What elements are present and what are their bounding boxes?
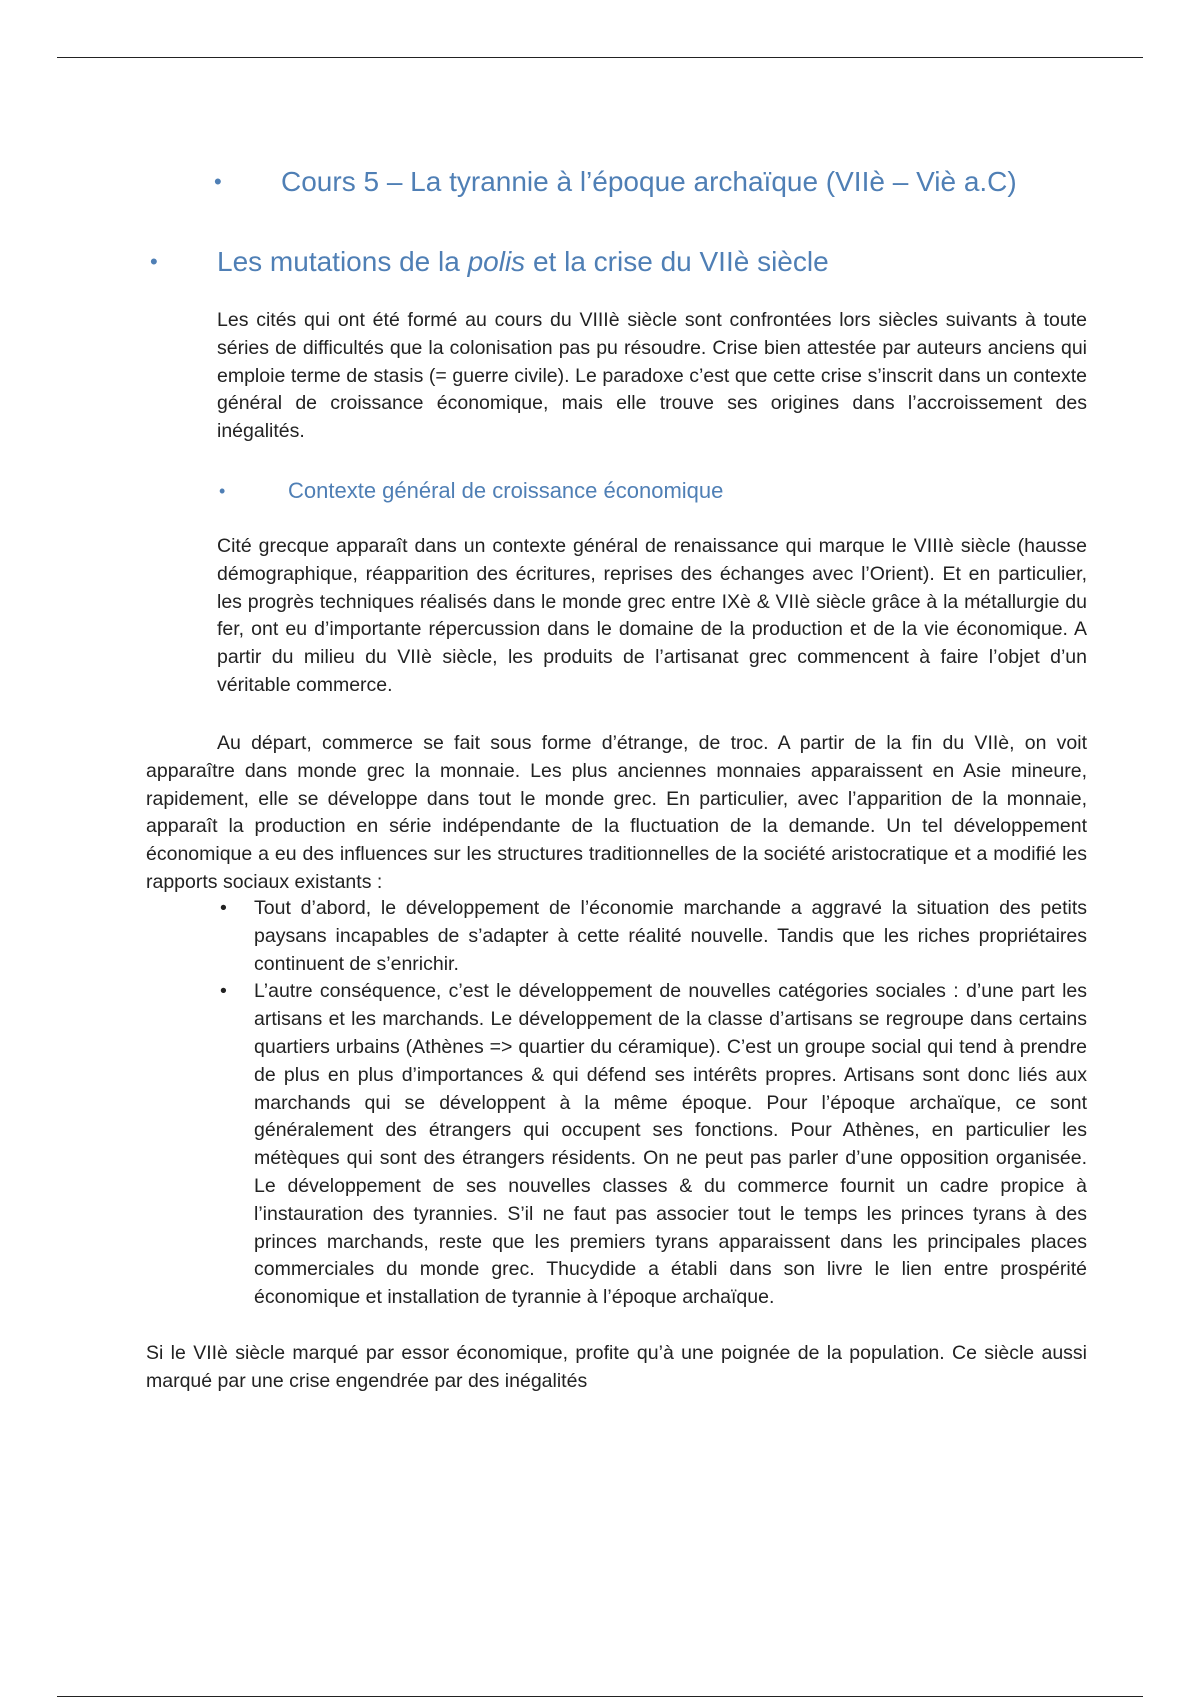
paragraph-conclusion: Si le VIIè siècle marqué par essor économique, profite qu’à une poignée de la population. Ce siècle aussi marqué par une crise engendrée par des inégalités — [146, 1342, 1087, 1392]
bullet-icon: • — [214, 169, 222, 194]
page-title-text: Cours 5 – La tyrannie à l’époque archaïque (VIIè – Viè a.C) — [281, 166, 1017, 197]
list-item — [146, 895, 1087, 978]
bullet-icon: • — [220, 980, 227, 1003]
paragraph-context: Cité grecque apparaît dans un contexte général de renaissance qui marque le VIIIè siècle (hausse démographique, réapparition des écritures, reprises des échanges avec l’Orient). Et en particulier, les progrès techniques réalisés dans le monde grec entre IXè & VIIè siècle grâce à la métallurgie du fer, ont eu d’importante répercussion dans le domaine de la production et de la vie économique. A partir du milieu du VIIè siècle, les produits de l’artisanat grec commencent à faire l’objet d’un véritable commerce. — [217, 535, 1087, 696]
bottom-rule — [57, 1696, 1143, 1697]
section-heading-italic: polis — [467, 246, 526, 277]
paragraph-commerce: Au départ, commerce se fait sous forme d’étrange, de troc. A partir de la fin du VIIè, on voit apparaître dans monde grec la monnaie. Les plus anciennes monnaies apparaissent en Asie mineure, rapidement, elle se développe dans tout le monde grec. En particulier, avec l’apparition de la monnaie, apparaît la production en série indépendante de la fluctuation de la demande. Un tel développement économique a eu des influences sur les structures traditionnelles de la société aristocratique et a modifié les rapports sociaux existants : — [146, 732, 1087, 893]
subsection-heading-text: Contexte général de croissance économique — [288, 478, 724, 503]
list-item — [146, 978, 1087, 1312]
list-item-text: Tout d’abord, le développement de l’économie marchande a aggravé la situation des petits paysans incapables de s’adapter à cette réalité nouvelle. Tandis que les riches propriétaires continuent de s’enrichir. — [254, 897, 1087, 975]
consequences-list — [146, 895, 1087, 1312]
section-heading-part-2: et la crise du VIIè siècle — [525, 246, 829, 277]
bullet-icon: • — [220, 897, 227, 919]
section-heading-part-1: Les mutations de la — [217, 246, 468, 277]
top-rule — [57, 57, 1143, 58]
list-item-text: L’autre conséquence, c’est le développement de nouvelles catégories sociales : d’une part les artisans et les marchands. Le développement de la classe d’artisans se regroupe dans certains quartiers urbains (Athènes => quartier du céramique). C’est un groupe social qui tend à prendre de plus en plus d’importances & qui défend ses intérêts propres. Artisans sont donc liés aux marchands qui se développent à la même époque. Pour l’époque archaïque, ce sont généralement des étrangers qui occupent ses fonctions. Pour Athènes, en particulier les métèques qui sont des étrangers résidents. On ne peut pas parler d’une opposition organisée. Le développement de ses nouvelles classes & du commerce fournit un cadre propice à l’instauration des tyrannies. S’il ne faut pas associer tout le temps les princes tyrans à des princes marchands, reste que les premiers tyrans apparaissent dans les principales places commerciales du monde grec. Thucydide a établi dans son livre le lien entre prospérité économique et installation de tyrannie à l’époque archaïque. — [254, 980, 1087, 1309]
intro-paragraph: Les cités qui ont été formé au cours du VIIIè siècle sont confrontées lors siècles suivants à toute séries de difficultés que la colonisation pas pu résoudre. Crise bien attestée par auteurs anciens qui emploie terme de stasis (= guerre civile). Le paradoxe c’est que cette crise s’inscrit dans un contexte général de croissance économique, mais elle trouve ses origines dans l’accroissement des inégalités. — [217, 309, 1087, 443]
bullet-icon: • — [150, 249, 158, 274]
section-heading-text — [217, 243, 829, 281]
bullet-icon: • — [219, 481, 226, 501]
